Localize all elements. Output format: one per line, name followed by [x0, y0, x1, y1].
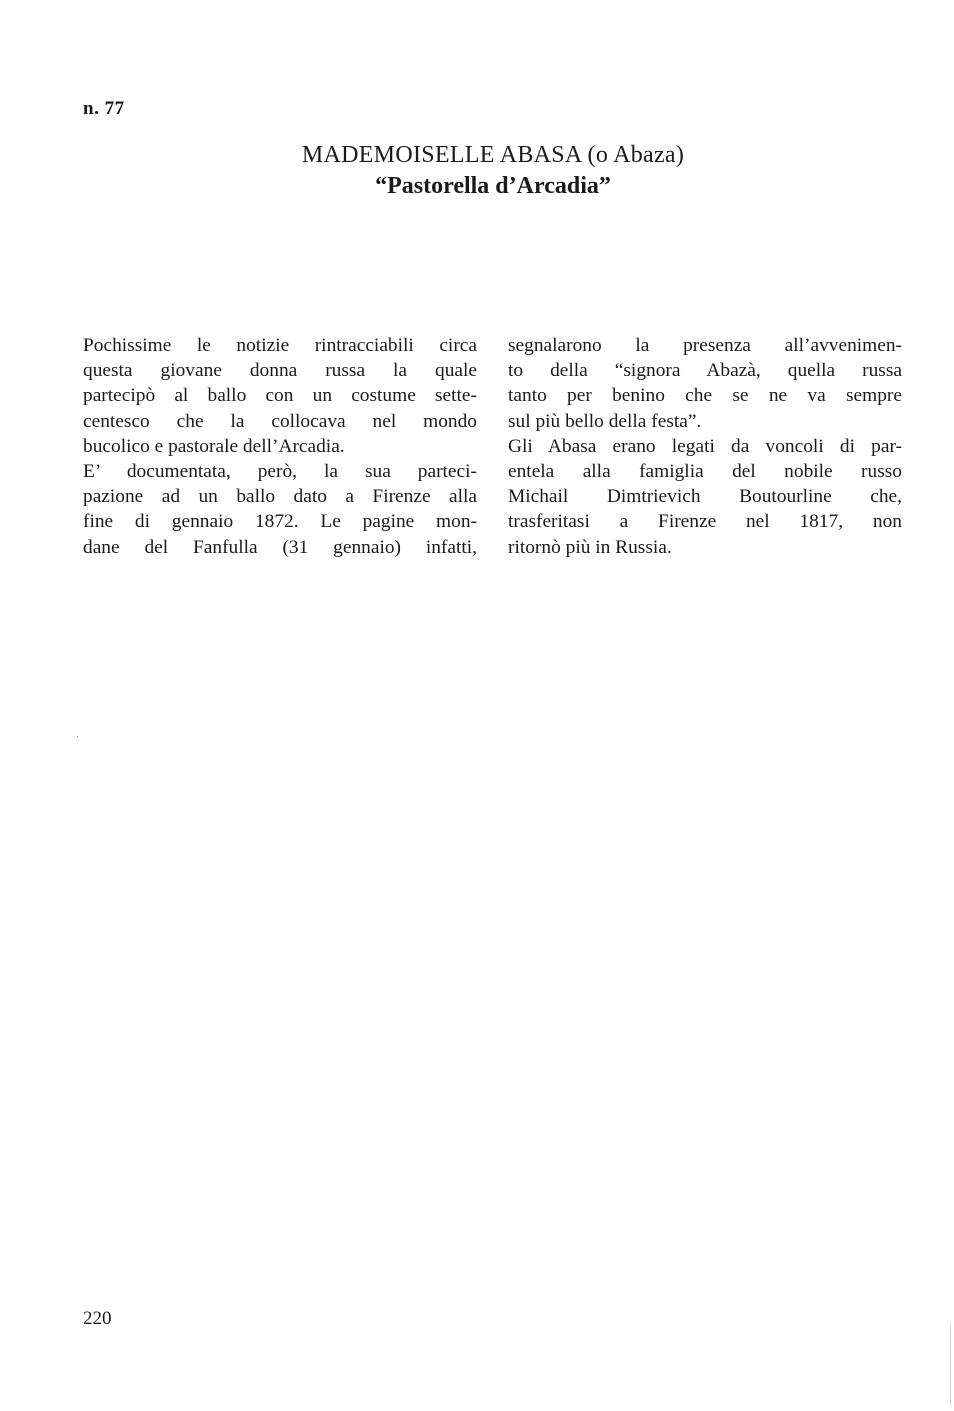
page-title: MADEMOISELLE ABASA (o Abaza)	[301, 142, 685, 168]
text-line: E’ documentata, però, la sua parteci-	[83, 461, 477, 483]
page-subtitle: “Pastorella d’Arcadia”	[375, 173, 611, 199]
page-number: 220	[83, 1308, 112, 1329]
scan-speck	[77, 736, 78, 737]
text-line: ritornò più in Russia.	[508, 536, 672, 558]
text-line: Pochissime le notizie rintracciabili circa	[83, 335, 477, 356]
text-column-right	[508, 333, 902, 560]
text-line: trasferitasi a Firenze nel 1817, non	[508, 511, 902, 533]
text-line: partecipò al ballo con un costume sette-	[83, 385, 477, 407]
text-column-left	[83, 333, 477, 560]
text-line: centesco che la collocava nel mondo	[83, 410, 477, 432]
text-line: pazione ad un ballo dato a Firenze alla	[83, 486, 477, 508]
text-line: bucolico e pastorale dell’Arcadia.	[83, 435, 345, 457]
text-line: Michail Dimtrievich Boutourline che,	[508, 486, 902, 508]
text-line: dane del Fanfulla (31 gennaio) infatti,	[83, 536, 477, 558]
text-line: entela alla famiglia del nobile russo	[508, 461, 902, 483]
text-line: sul più bello della festa”.	[508, 410, 702, 432]
text-line: Gli Abasa erano legati da voncoli di par-	[508, 435, 902, 457]
text-line: tanto per benino che se ne va sempre	[508, 385, 902, 407]
title-block	[83, 140, 903, 202]
entry-number: n. 77	[83, 98, 125, 119]
scan-edge-mark	[950, 1325, 951, 1405]
text-line: fine di gennaio 1872. Le pagine mon-	[83, 511, 477, 533]
text-line: segnalarono la presenza all’avvenimen-	[508, 335, 902, 356]
text-line: questa giovane donna russa la quale	[83, 360, 477, 382]
text-line: to della “signora Abazà, quella russa	[508, 360, 902, 382]
